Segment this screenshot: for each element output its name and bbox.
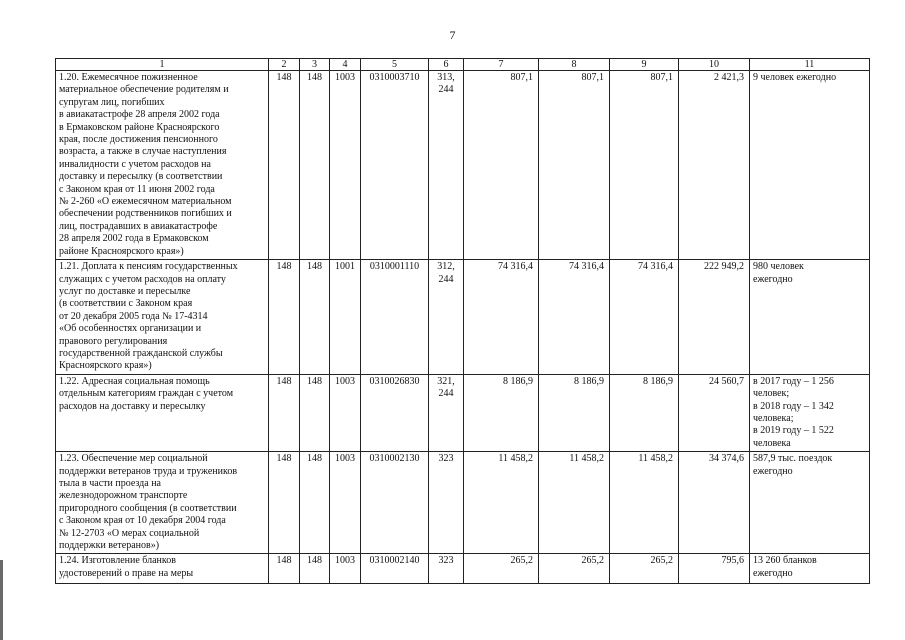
table-row <box>56 374 870 451</box>
cell-col4: 1003 <box>330 71 361 260</box>
cell-col7: 265,2 <box>464 554 539 584</box>
measure-description: 1.20. Ежемесячное пожизненное материальное обеспечение родителям и супругам лиц, погибших в авиакатастрофе 28 апреля 2002 года в Ермаковском районе Красноярского края, после достижения пенсионного возраста, а также в случае наступления инвалидности с учетом расходов на доставку и пересылку (в соответствии с Законом края от 11 июня 2002 года № 2-260 «О ежемесячном материальном обеспечении родственников погибших и лиц, пострадавших в авиакатастрофе 28 апреля 2002 года в Ермаковском районе Красноярского края») <box>56 71 269 260</box>
cell-col3: 148 <box>300 554 330 584</box>
cell-col10: 34 374,6 <box>679 452 750 554</box>
cell-col10: 24 560,7 <box>679 374 750 451</box>
cell-col6: 313, 244 <box>429 71 464 260</box>
cell-col5: 0310001110 <box>361 260 429 375</box>
cell-col9: 807,1 <box>610 71 679 260</box>
cell-col10: 795,6 <box>679 554 750 584</box>
table-row <box>56 452 870 554</box>
cell-col11: 13 260 бланков ежегодно <box>750 554 870 584</box>
table-row <box>56 260 870 375</box>
cell-col11: 9 человек ежегодно <box>750 71 870 260</box>
cell-col6: 312, 244 <box>429 260 464 375</box>
cell-col2: 148 <box>269 374 300 451</box>
cell-col4: 1001 <box>330 260 361 375</box>
scan-edge-mark <box>0 560 3 640</box>
cell-col5: 0310002140 <box>361 554 429 584</box>
cell-col2: 148 <box>269 260 300 375</box>
column-header: 1 <box>56 59 269 71</box>
cell-col6: 323 <box>429 452 464 554</box>
cell-col4: 1003 <box>330 374 361 451</box>
cell-col8: 8 186,9 <box>539 374 610 451</box>
column-header: 9 <box>610 59 679 71</box>
measure-description: 1.23. Обеспечение мер социальной поддержки ветеранов труда и тружеников тыла в части проезда на железнодорожном транспорте пригородного сообщения (в соответствии с Законом края от 10 декабря 2004 года № 12-2703 «О мерах социальной поддержки ветеранов») <box>56 452 269 554</box>
cell-col6: 323 <box>429 554 464 584</box>
cell-col5: 0310026830 <box>361 374 429 451</box>
cell-col9: 74 316,4 <box>610 260 679 375</box>
cell-col8: 11 458,2 <box>539 452 610 554</box>
cell-col11: 587,9 тыс. поездок ежегодно <box>750 452 870 554</box>
column-header: 8 <box>539 59 610 71</box>
cell-col11: в 2017 году – 1 256 человек; в 2018 году – 1 342 человека; в 2019 году – 1 522 человека <box>750 374 870 451</box>
cell-col7: 74 316,4 <box>464 260 539 375</box>
cell-col2: 148 <box>269 71 300 260</box>
column-header: 7 <box>464 59 539 71</box>
cell-col8: 807,1 <box>539 71 610 260</box>
cell-col9: 11 458,2 <box>610 452 679 554</box>
cell-col10: 222 949,2 <box>679 260 750 375</box>
measure-description: 1.21. Доплата к пенсиям государственных служащих с учетом расходов на оплату услуг по доставке и пересылке (в соответствии с Законом края от 20 декабря 2005 года № 17-4314 «Об особенностях организации и правового регулирования государственной гражданской службы Красноярского края») <box>56 260 269 375</box>
cell-col5: 0310003710 <box>361 71 429 260</box>
cell-col8: 74 316,4 <box>539 260 610 375</box>
cell-col7: 807,1 <box>464 71 539 260</box>
page-number: 7 <box>449 28 456 42</box>
column-number-row <box>56 59 870 71</box>
cell-col2: 148 <box>269 554 300 584</box>
cell-col3: 148 <box>300 260 330 375</box>
table-row <box>56 554 870 584</box>
cell-col3: 148 <box>300 452 330 554</box>
cell-col6: 321, 244 <box>429 374 464 451</box>
budget-table <box>55 58 870 584</box>
cell-col10: 2 421,3 <box>679 71 750 260</box>
column-header: 3 <box>300 59 330 71</box>
cell-col2: 148 <box>269 452 300 554</box>
cell-col8: 265,2 <box>539 554 610 584</box>
cell-col4: 1003 <box>330 554 361 584</box>
column-header: 10 <box>679 59 750 71</box>
cell-col5: 0310002130 <box>361 452 429 554</box>
cell-col9: 8 186,9 <box>610 374 679 451</box>
column-header: 6 <box>429 59 464 71</box>
column-header: 5 <box>361 59 429 71</box>
measure-description: 1.24. Изготовление бланков удостоверений о праве на меры <box>56 554 269 584</box>
measure-description: 1.22. Адресная социальная помощь отдельным категориям граждан с учетом расходов на доставку и пересылку <box>56 374 269 451</box>
cell-col3: 148 <box>300 374 330 451</box>
table-row <box>56 71 870 260</box>
column-header: 2 <box>269 59 300 71</box>
column-header: 11 <box>750 59 870 71</box>
cell-col3: 148 <box>300 71 330 260</box>
cell-col9: 265,2 <box>610 554 679 584</box>
cell-col7: 8 186,9 <box>464 374 539 451</box>
cell-col4: 1003 <box>330 452 361 554</box>
cell-col11: 980 человек ежегодно <box>750 260 870 375</box>
cell-col7: 11 458,2 <box>464 452 539 554</box>
column-header: 4 <box>330 59 361 71</box>
